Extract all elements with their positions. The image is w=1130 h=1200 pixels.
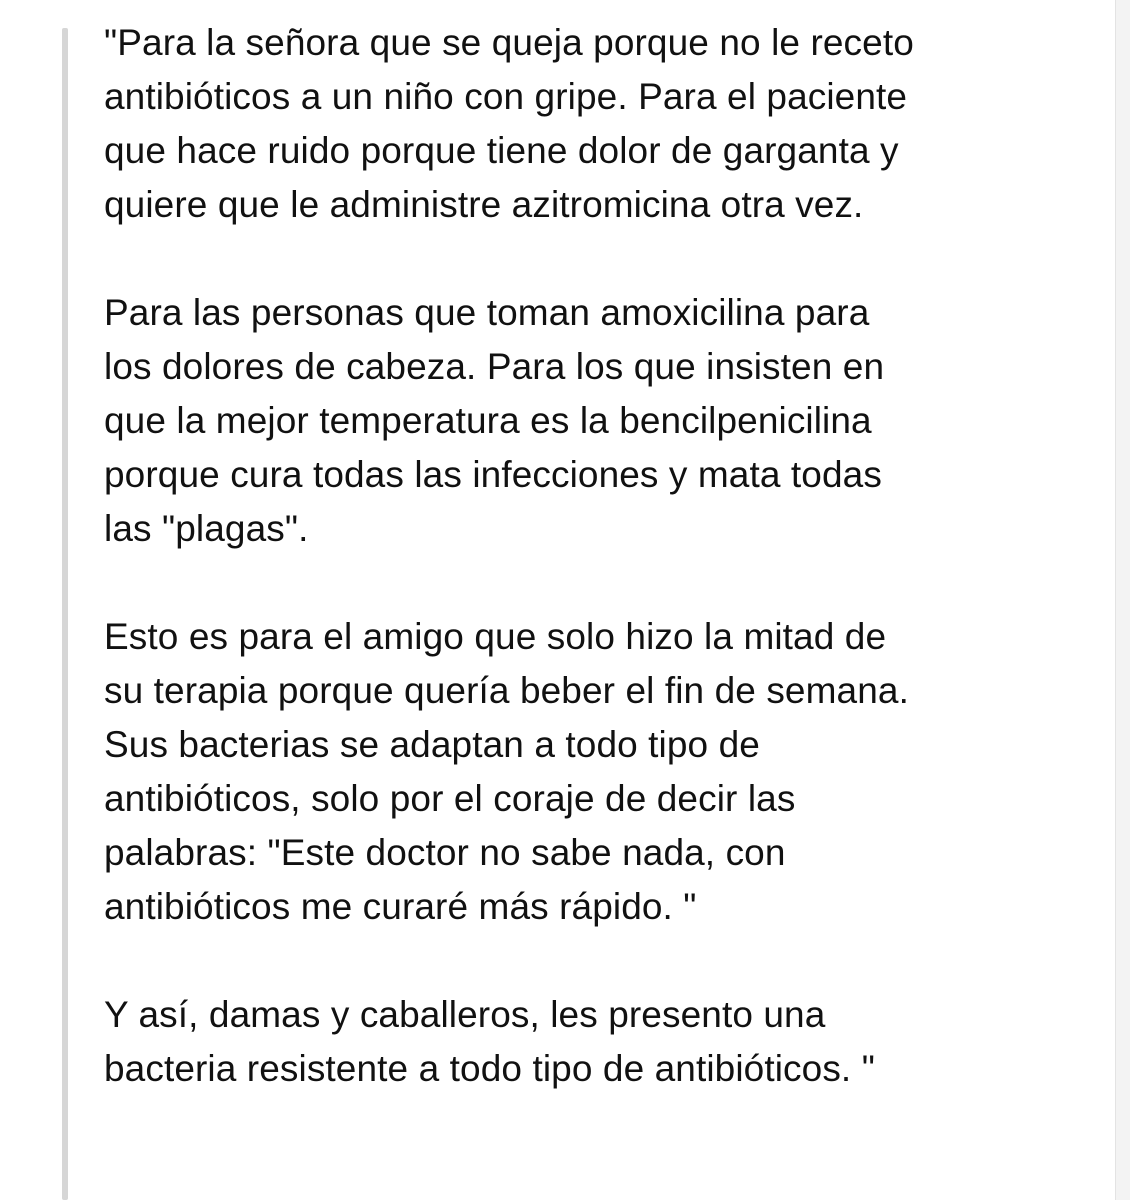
paragraph-1 — [104, 16, 1104, 232]
paragraph-3 — [104, 610, 1104, 934]
paragraph-2 — [104, 286, 1104, 556]
text-line: antibióticos me curaré más rápido. " — [104, 886, 697, 927]
paragraph-gap — [104, 232, 1104, 286]
text-line: quiere que le administre azitromicina otra vez. — [104, 184, 864, 225]
text-line: antibióticos a un niño con gripe. Para el paciente — [104, 76, 908, 117]
text-line: antibióticos, solo por el coraje de decir las — [104, 778, 796, 819]
paragraph-4 — [104, 988, 1104, 1096]
text-line: porque cura todas las infecciones y mata todas — [104, 454, 882, 495]
quote-text — [104, 16, 1104, 1096]
text-line: que hace ruido porque tiene dolor de garganta y — [104, 130, 899, 171]
text-line: bacteria resistente a todo tipo de antibióticos. " — [104, 1048, 875, 1089]
paragraph-gap — [104, 934, 1104, 988]
paragraph-gap — [104, 556, 1104, 610]
text-line: palabras: "Este doctor no sabe nada, con — [104, 832, 786, 873]
text-line: "Para la señora que se queja porque no le receto — [104, 22, 914, 63]
text-line: su terapia porque quería beber el fin de semana. — [104, 670, 909, 711]
text-line: que la mejor temperatura es la bencilpenicilina — [104, 400, 872, 441]
scrollbar-track[interactable] — [1115, 0, 1130, 1200]
text-line: Sus bacterias se adaptan a todo tipo de — [104, 724, 760, 765]
text-line: las "plagas". — [104, 508, 309, 549]
text-line: Y así, damas y caballeros, les presento una — [104, 994, 826, 1035]
text-line: los dolores de cabeza. Para los que insisten en — [104, 346, 885, 387]
blockquote-bar — [62, 28, 68, 1200]
text-line: Para las personas que toman amoxicilina para — [104, 292, 870, 333]
text-line: Esto es para el amigo que solo hizo la mitad de — [104, 616, 887, 657]
